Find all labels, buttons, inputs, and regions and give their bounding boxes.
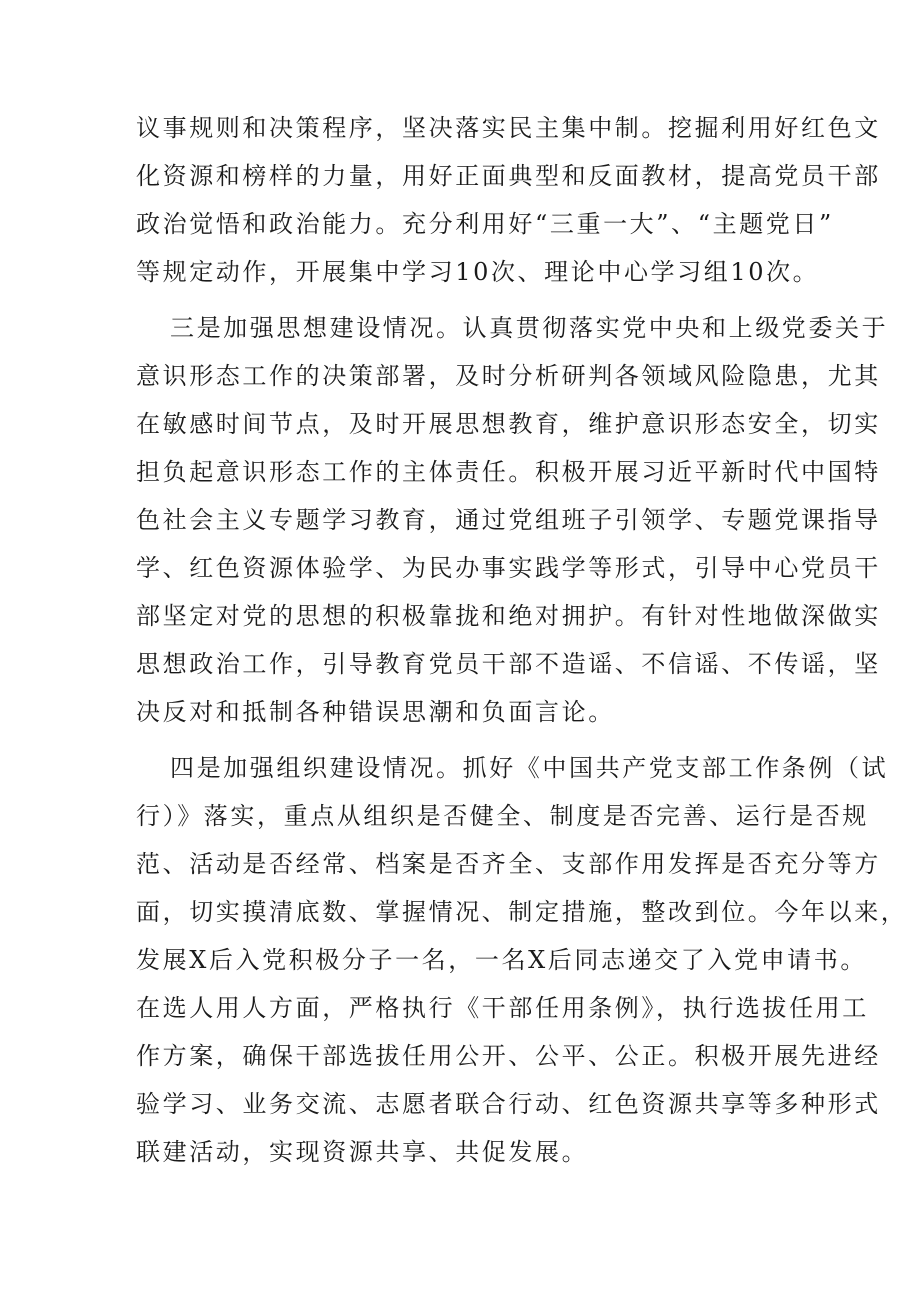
text-line: 部坚定对党的思想的积极靠拢和绝对拥护。有针对性地做深做实 [136, 602, 881, 630]
text-line: 意识形态工作的决策部署，及时分析研判各领域风险隐患，尤其 [136, 362, 881, 390]
paragraph-first-line: 三是加强思想建设情况。认真贯彻落实党中央和上级党委关于 [170, 314, 889, 342]
text-line: 联建活动，实现资源共享、共促发展。 [136, 1138, 589, 1166]
text-line: 验学习、业务交流、志愿者联合行动、红色资源共享等多种形式 [136, 1090, 881, 1118]
text-line: 议事规则和决策程序，坚决落实民主集中制。挖掘利用好红色文 [136, 114, 881, 142]
text-line: 面，切实摸清底数、掌握情况、制定措施，整改到位。今年以来， [136, 898, 908, 926]
text-line: 化资源和榜样的力量，用好正面典型和反面教材，提高党员干部 [136, 162, 881, 190]
text-line: 行）》落实，重点从组织是否健全、制度是否完善、运行是否规 [136, 802, 869, 830]
text-line: 政治觉悟和政治能力。充分利用好“三重一大”、“主题党日” [136, 210, 834, 238]
text-line: 决反对和抵制各种错误思潮和负面言论。 [136, 698, 615, 726]
text-line: 色社会主义专题学习教育，通过党组班子引领学、专题党课指导 [136, 506, 881, 534]
text-line: 在敏感时间节点，及时开展思想教育，维护意识形态安全，切实 [136, 410, 881, 438]
text-line: 范、活动是否经常、档案是否齐全、支部作用发挥是否充分等方 [136, 850, 881, 878]
text-line: 担负起意识形态工作的主体责任。积极开展习近平新时代中国特 [136, 458, 881, 486]
text-line: 学、红色资源体验学、为民办事实践学等形式，引导中心党员干 [136, 554, 881, 582]
text-line: 思想政治工作，引导教育党员干部不造谣、不信谣、不传谣，坚 [136, 650, 881, 678]
text-line: 发展X后入党积极分子一名，一名X后同志递交了入党申请书。 [136, 946, 867, 974]
text-line: 作方案，确保干部选拔任用公开、公平、公正。积极开展先进经 [136, 1042, 881, 1070]
text-line: 等规定动作，开展集中学习10次、理论中心学习组10次。 [136, 258, 820, 286]
text-line: 在选人用人方面，严格执行《干部任用条例》，执行选拔任用工 [136, 994, 869, 1022]
paragraph-first-line: 四是加强组织建设情况。抓好《中国共产党支部工作条例（试 [170, 754, 889, 782]
